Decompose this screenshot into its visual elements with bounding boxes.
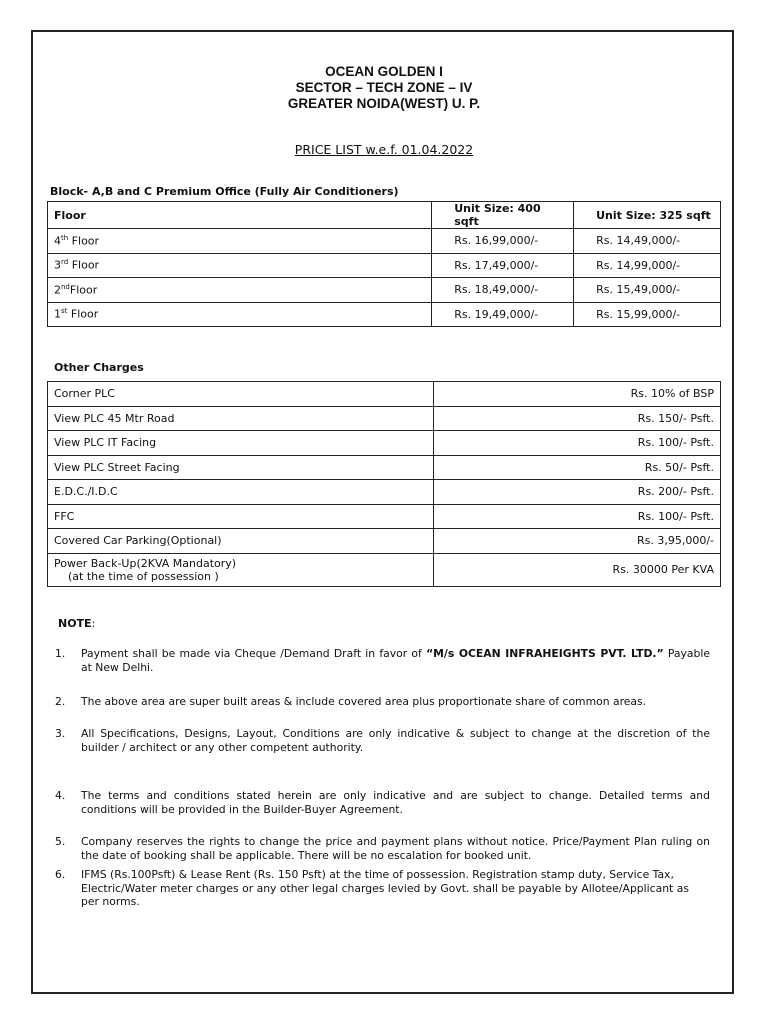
floor-cell: 3rd Floor	[48, 253, 432, 278]
note-item: 6. IFMS (Rs.100Psft) & Lease Rent (Rs. 150 Psft) at the time of possession. Registration stamp duty, Service Tax, Electric/Water meter charges or any other legal charges levied by Govt. shall be payable by Allotee/Applicant as per norms.	[55, 868, 689, 908]
header-floor: Floor	[48, 202, 432, 229]
charge-value: Rs. 30000 Per KVA	[434, 553, 721, 586]
charge-item: E.D.C./I.D.C	[48, 480, 434, 505]
charge-item: Power Back-Up(2KVA Mandatory) (at the time of possession )	[48, 553, 434, 586]
other-charges-table	[47, 381, 721, 587]
price-325-cell: Rs. 14,49,000/-	[574, 229, 721, 254]
note-item: 3. All Specifications, Designs, Layout, Conditions are only indicative & subject to change at the discretion of the builder / architect or any other competent authority.	[55, 727, 710, 754]
charge-value: Rs. 200/- Psft.	[434, 480, 721, 505]
table-header-row	[48, 202, 721, 229]
floor-cell: 2ndFloor	[48, 278, 432, 303]
table-row	[48, 480, 721, 505]
charge-item: Covered Car Parking(Optional)	[48, 529, 434, 554]
note-item: 1. Payment shall be made via Cheque /Demand Draft in favor of “M/s OCEAN INFRAHEIGHTS PVT. LTD.” Payable at New Delhi.	[55, 647, 710, 674]
floor-cell: 1st Floor	[48, 302, 432, 327]
table-row	[48, 302, 721, 327]
other-charges-title: Other Charges	[54, 361, 144, 374]
table-row	[48, 229, 721, 254]
block-title-bold: Block- A,B and C Premium Office	[50, 185, 255, 198]
charge-value: Rs. 50/- Psft.	[434, 455, 721, 480]
charge-item: View PLC Street Facing	[48, 455, 434, 480]
price-325-cell: Rs. 15,49,000/-	[574, 278, 721, 303]
header-325: Unit Size: 325 sqft	[574, 202, 721, 229]
charge-item: View PLC 45 Mtr Road	[48, 406, 434, 431]
charge-item: View PLC IT Facing	[48, 431, 434, 456]
table-row	[48, 553, 721, 586]
project-name: OCEAN GOLDEN I	[325, 64, 443, 79]
note-item: 2. The above area are super built areas & include covered area plus proportionate share of common areas.	[55, 695, 647, 708]
floor-cell: 4th Floor	[48, 229, 432, 254]
note-item: 4. The terms and conditions stated herein are only indicative and are subject to change. Detailed terms and conditions will be provided in the Builder-Buyer Agreement.	[55, 789, 710, 816]
charge-value: Rs. 10% of BSP	[434, 382, 721, 407]
charge-value: Rs. 150/- Psft.	[434, 406, 721, 431]
block-title-rest: (Fully Air Conditioners)	[254, 185, 399, 198]
charge-value: Rs. 100/- Psft.	[434, 504, 721, 529]
note-title: NOTE:	[58, 617, 96, 630]
table-row	[48, 504, 721, 529]
price-400-cell: Rs. 19,49,000/-	[432, 302, 574, 327]
price-325-cell: Rs. 15,99,000/-	[574, 302, 721, 327]
charge-item: FFC	[48, 504, 434, 529]
table-row	[48, 455, 721, 480]
table-row	[48, 253, 721, 278]
floor-price-table	[47, 201, 721, 327]
table-row	[48, 278, 721, 303]
price-400-cell: Rs. 18,49,000/-	[432, 278, 574, 303]
table-row	[48, 529, 721, 554]
block-table-title	[50, 185, 399, 198]
price-list-title: PRICE LIST w.e.f. 01.04.2022	[294, 142, 474, 157]
charge-value: Rs. 100/- Psft.	[434, 431, 721, 456]
table-row	[48, 431, 721, 456]
table-row	[48, 406, 721, 431]
price-400-cell: Rs. 17,49,000/-	[432, 253, 574, 278]
price-400-cell: Rs. 16,99,000/-	[432, 229, 574, 254]
header-400: Unit Size: 400 sqft	[432, 202, 574, 229]
table-row	[48, 382, 721, 407]
price-325-cell: Rs. 14,99,000/-	[574, 253, 721, 278]
note-item: 5. Company reserves the rights to change the price and payment plans without notice. Price/Payment Plan ruling on the date of booking shall be applicable. There will be no escalation for booked unit.	[55, 835, 710, 862]
charge-item: Corner PLC	[48, 382, 434, 407]
charge-value: Rs. 3,95,000/-	[434, 529, 721, 554]
project-location: GREATER NOIDA(WEST) U. P.	[287, 96, 481, 111]
project-sector: SECTOR – TECH ZONE – IV	[295, 80, 473, 95]
